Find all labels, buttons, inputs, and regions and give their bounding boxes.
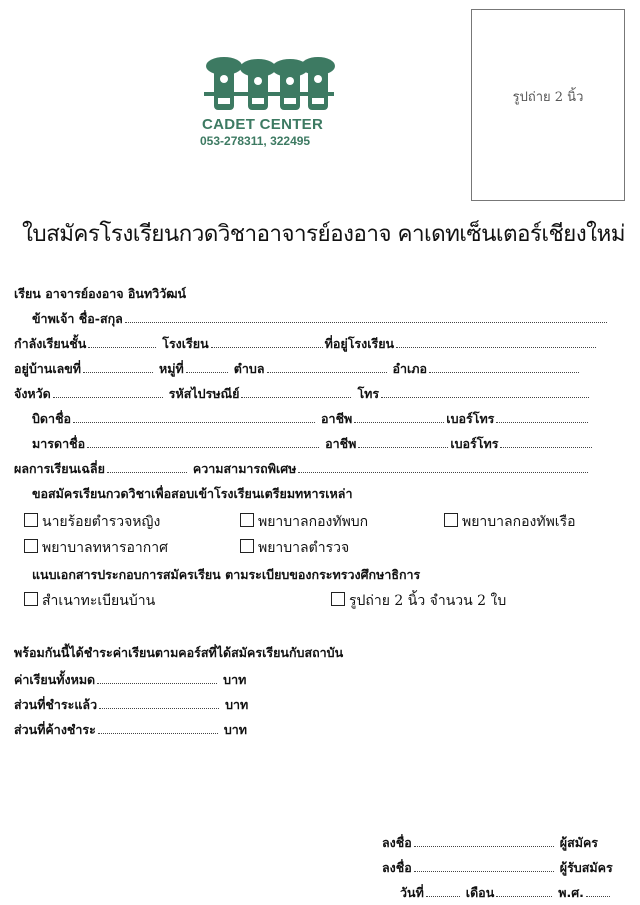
fee-paid-label: ส่วนที่ชำระแล้ว [14, 697, 98, 712]
name-label: ข้าพเจ้า ชื่อ-สกุล [32, 311, 123, 326]
school-label: โรงเรียน [162, 336, 209, 351]
option-army-nurse[interactable] [240, 511, 368, 533]
amphoe-field[interactable] [429, 360, 579, 373]
applicant-sign-row [382, 833, 598, 853]
mother-occupation-field[interactable] [358, 435, 448, 448]
baht-label: บาท [223, 672, 247, 687]
day-field[interactable] [426, 884, 460, 897]
gpa-row [14, 459, 590, 479]
school-address-field[interactable] [396, 335, 596, 348]
father-phone-label: เบอร์โทร [446, 411, 495, 426]
receiver-label: ผู้รับสมัคร [559, 860, 613, 875]
father-phone-field[interactable] [496, 410, 588, 423]
date-label: วันที่ [400, 885, 424, 900]
baht-label: บาท [223, 722, 248, 737]
school-field[interactable] [211, 335, 323, 348]
month-field[interactable] [496, 884, 552, 897]
moo-field[interactable] [186, 360, 228, 373]
fee-due-row [14, 720, 247, 740]
logo-phone: 053-278311, 322495 [200, 134, 311, 148]
payment-text: พร้อมกันนี้ได้ชำระค่าเรียนตามคอร์สที่ได้สมัครเรียนกับสถาบัน [14, 645, 344, 660]
applicant-sign-field[interactable] [414, 834, 554, 847]
province-field[interactable] [53, 385, 163, 398]
option-label: นายร้อยตำรวจหญิง [42, 514, 161, 530]
special-field[interactable] [298, 460, 588, 473]
option-airforce-nurse[interactable] [24, 537, 168, 559]
mother-phone-field[interactable] [500, 435, 592, 448]
postal-field[interactable] [241, 385, 351, 398]
option-label: พยาบาลตำรวจ [258, 540, 350, 556]
option-female-police-officer[interactable] [24, 511, 160, 533]
grade-field[interactable] [88, 335, 156, 348]
attachment-label: รูปถ่าย 2 นิ้ว จำนวน 2 ใบ [349, 593, 507, 609]
father-field[interactable] [73, 410, 315, 423]
option-label: พยาบาลกองทัพบก [258, 514, 369, 530]
moo-label: หมู่ที่ [159, 361, 184, 376]
receiver-sign-field[interactable] [414, 859, 554, 872]
option-label: พยาบาลกองทัพเรือ [462, 514, 576, 530]
logo-name: CADET CENTER [202, 116, 324, 133]
name-row [32, 309, 609, 329]
mother-field[interactable] [87, 435, 319, 448]
postal-label: รหัสไปรษณีย์ [168, 386, 240, 401]
checkbox[interactable] [240, 539, 254, 553]
tambon-field[interactable] [267, 360, 387, 373]
photo-box-label: รูปถ่าย 2 นิ้ว [512, 90, 584, 105]
special-label: ความสามารถพิเศษ [192, 461, 297, 476]
cadet-figures-logo-art [202, 52, 336, 114]
fee-paid-row [14, 695, 248, 715]
applicant-label: ผู้สมัคร [559, 835, 599, 850]
school-address-label: ที่อยู่โรงเรียน [324, 336, 395, 351]
option-label: พยาบาลทหารอากาศ [42, 540, 168, 556]
gpa-label: ผลการเรียนเฉลี่ย [14, 461, 105, 476]
attachment-house-registration[interactable] [24, 590, 155, 612]
mother-phone-label: เบอร์โทร [450, 436, 499, 451]
baht-label: บาท [225, 697, 249, 712]
grade-label: กำลังเรียนชั้น [14, 336, 87, 351]
father-occupation-field[interactable] [354, 410, 444, 423]
name-field[interactable] [125, 310, 607, 323]
year-field[interactable] [586, 884, 610, 897]
checkbox[interactable] [331, 592, 345, 606]
attachment-photos[interactable] [331, 590, 506, 612]
sign-label: ลงชื่อ [382, 860, 412, 875]
address-row [14, 359, 581, 379]
checkbox[interactable] [24, 539, 38, 553]
house-no-label: อยู่บ้านเลขที่ [14, 361, 82, 376]
receiver-sign-row [382, 858, 613, 878]
year-label: พ.ศ. [558, 885, 584, 900]
house-no-field[interactable] [83, 360, 153, 373]
amphoe-label: อำเภอ [392, 361, 428, 376]
father-row [32, 409, 590, 429]
province-label: จังหวัด [14, 386, 51, 401]
father-occupation-label: อาชีพ [321, 411, 353, 426]
month-label: เดือน [465, 885, 495, 900]
tel-field[interactable] [381, 385, 589, 398]
school-row [14, 334, 598, 354]
province-row [14, 384, 591, 404]
fee-total-label: ค่าเรียนทั้งหมด [14, 672, 96, 687]
father-label: บิดาชื่อ [32, 411, 72, 426]
fee-total-field[interactable] [97, 671, 217, 684]
mother-label: มารดาชื่อ [32, 436, 86, 451]
form-title: ใบสมัครโรงเรียนกวดวิชาอาจารย์องอาจ คาเดทเซ็นเตอร์เชียงใหม่ [22, 221, 625, 247]
attachment-label: สำเนาทะเบียนบ้าน [42, 593, 156, 609]
photo-box [471, 9, 625, 201]
attach-text: แนบเอกสารประกอบการสมัครเรียน ตามระเบียบของกระทรวงศึกษาธิการ [32, 567, 421, 582]
fee-paid-field[interactable] [99, 696, 219, 709]
fee-due-field[interactable] [98, 721, 218, 734]
gpa-field[interactable] [107, 460, 187, 473]
checkbox[interactable] [24, 592, 38, 606]
fee-total-row [14, 670, 246, 690]
apply-text: ขอสมัครเรียนกวดวิชาเพื่อสอบเข้าโรงเรียนเตรียมทหารเหล่า [32, 486, 353, 501]
checkbox[interactable] [444, 513, 458, 527]
mother-row [32, 434, 594, 454]
option-police-nurse[interactable] [240, 537, 349, 559]
tel-label: โทร [357, 386, 380, 401]
date-row [400, 883, 612, 903]
checkbox[interactable] [24, 513, 38, 527]
checkbox[interactable] [240, 513, 254, 527]
fee-due-label: ส่วนที่ค้างชำระ [14, 722, 96, 737]
tambon-label: ตำบล [233, 361, 265, 376]
salutation: เรียน อาจารย์องอาจ อินทวิวัฒน์ [14, 286, 187, 301]
sign-label: ลงชื่อ [382, 835, 412, 850]
option-navy-nurse[interactable] [444, 511, 576, 533]
mother-occupation-label: อาชีพ [325, 436, 357, 451]
